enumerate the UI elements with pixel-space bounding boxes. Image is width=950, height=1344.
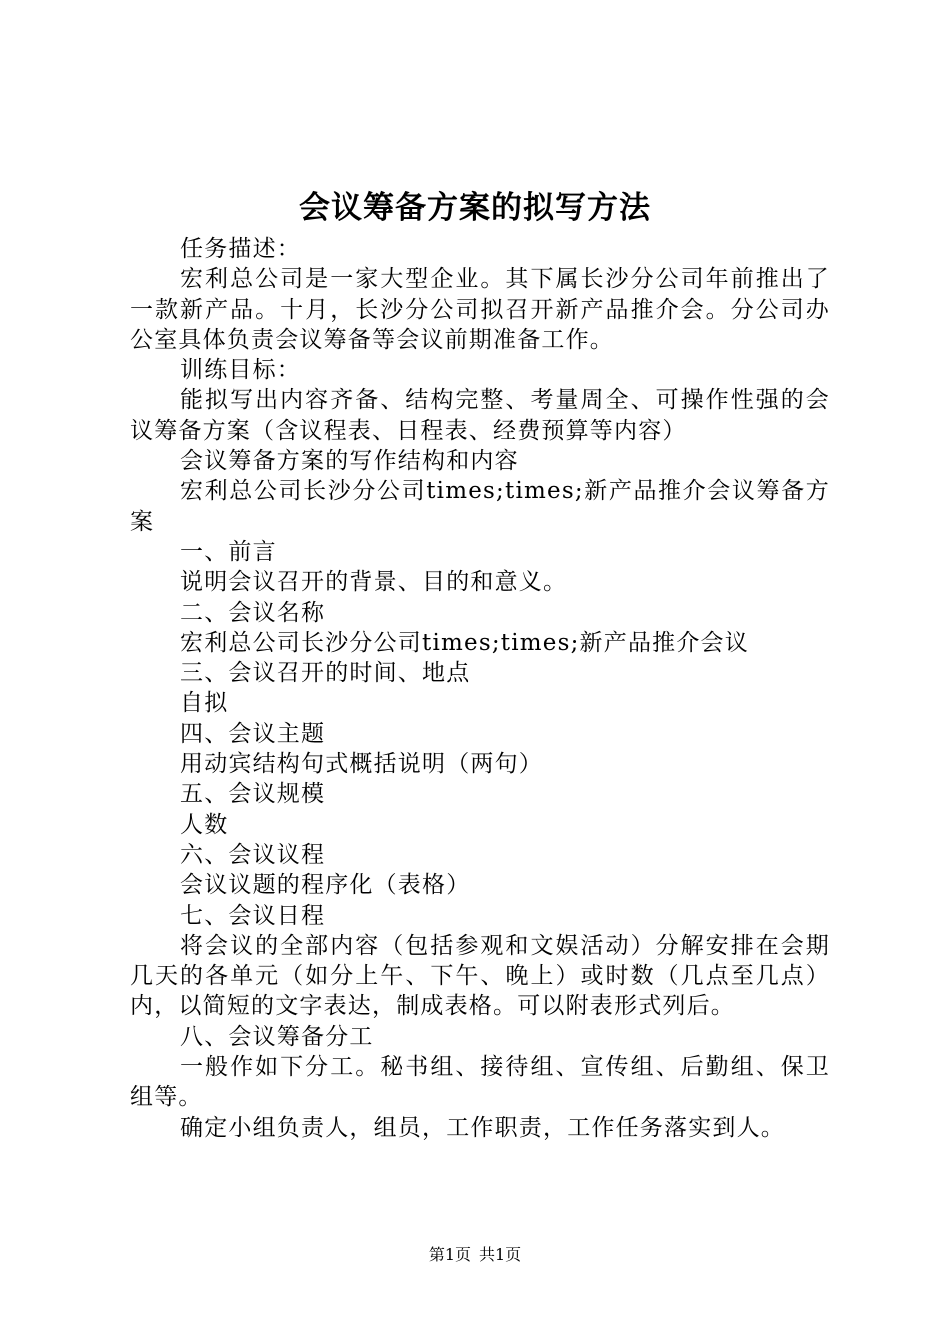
paragraph-goal-heading: 训练目标： — [180, 357, 301, 384]
section-content-responsibility: 确定小组负责人，组员，工作职责，工作任务落实到人。 — [180, 1114, 785, 1141]
section-content-scale: 人数 — [180, 811, 229, 838]
section-heading-meeting-name: 二、会议名称 — [180, 599, 326, 626]
section-content-agenda: 会议议题的程序化（表格） — [180, 872, 471, 899]
section-content-division: 一般作如下分工。秘书组、接待组、宣传组、后勤组、保卫组等。 — [130, 1054, 830, 1111]
section-content-preface: 说明会议召开的背景、目的和意义。 — [180, 569, 568, 596]
section-heading-schedule: 七、会议日程 — [180, 902, 326, 929]
section-heading-theme: 四、会议主题 — [180, 720, 326, 747]
section-content-time-place: 自拟 — [180, 690, 229, 717]
page-number: 第1页 — [428, 1245, 471, 1264]
paragraph-goal-description: 能拟写出内容齐备、结构完整、考量周全、可操作性强的会议筹备方案（含议程表、日程表、经费预算等内容） — [130, 387, 830, 444]
section-content-theme: 用动宾结构句式概括说明（两句） — [180, 751, 543, 778]
paragraph-task-heading: 任务描述： — [180, 236, 301, 262]
section-content-schedule: 将会议的全部内容（包括参观和文娱活动）分解安排在会期几天的各单元（如分上午、下午、晚上）或时数（几点至几点）内，以简短的文字表达，制成表格。可以附表形式列后。 — [130, 932, 830, 1020]
paragraph-task-description: 宏利总公司是一家大型企业。其下属长沙分公司年前推出了一款新产品。十月，长沙分公司拟召开新产品推介会。分公司办公室具体负责会议筹备等会议前期准备工作。 — [130, 266, 830, 353]
section-heading-time-place: 三、会议召开的时间、地点 — [180, 660, 471, 687]
page-total: 共1页 — [479, 1245, 522, 1264]
section-content-meeting-name: 宏利总公司长沙分公司times;times;新产品推介会议 — [180, 629, 749, 656]
page-footer — [0, 1244, 950, 1266]
section-heading-division: 八、会议筹备分工 — [180, 1023, 374, 1050]
paragraph-structure-heading: 会议筹备方案的写作结构和内容 — [180, 448, 519, 475]
section-heading-agenda: 六、会议议程 — [180, 841, 326, 868]
paragraph-plan-title: 宏利总公司长沙分公司times;times;新产品推介会议筹备方案 — [130, 478, 830, 535]
section-heading-preface: 一、前言 — [180, 538, 277, 565]
document-body — [130, 234, 830, 1143]
section-heading-scale: 五、会议规模 — [180, 781, 326, 808]
document-title: 会议筹备方案的拟写方法 — [299, 190, 651, 226]
